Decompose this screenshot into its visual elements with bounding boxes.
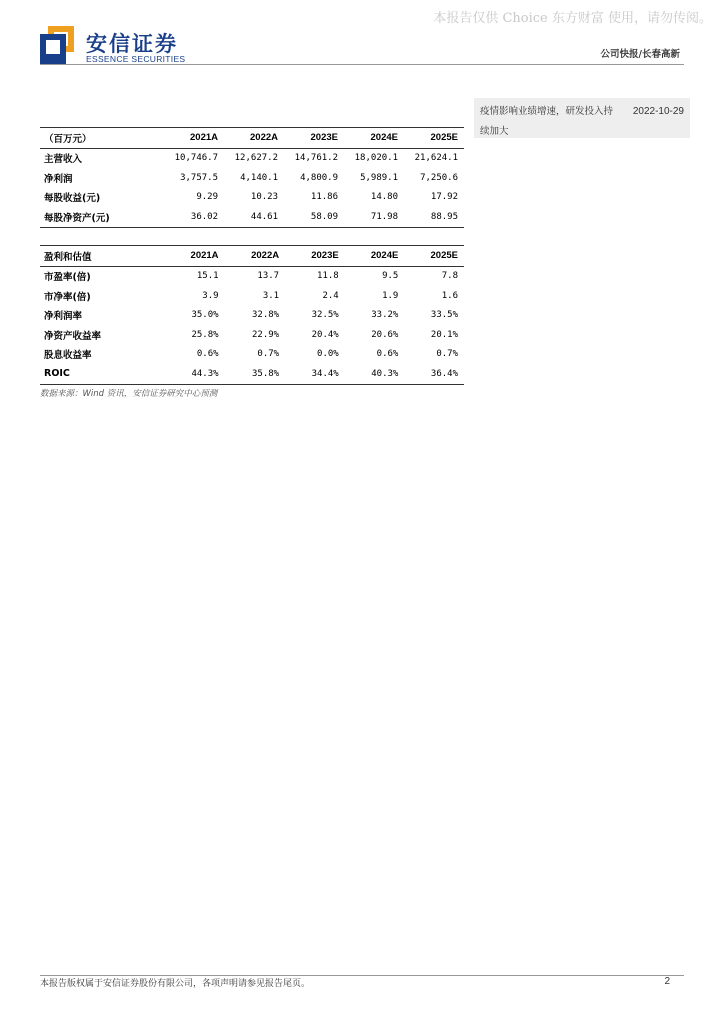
table-cell: 0.0%: [317, 349, 339, 360]
financial-summary-table: [40, 127, 464, 228]
table-cell: 11.8: [317, 271, 339, 282]
table-row: [40, 306, 464, 326]
table-cell: 40.3%: [345, 364, 405, 384]
table-cell: 3,757.5: [180, 172, 218, 183]
table-row: [40, 188, 464, 208]
table-row: [40, 345, 464, 365]
table-cell: 32.8%: [252, 310, 280, 321]
table-cell: 0.7%: [257, 349, 280, 360]
table-cell: 32.5%: [311, 310, 339, 321]
column-header: 盈利和估值: [40, 246, 164, 267]
row-label: 净利润: [44, 173, 73, 185]
table-cell: 0.6%: [196, 349, 219, 360]
column-header: 2024E: [345, 246, 405, 267]
table-cell: 7,250.6: [420, 172, 458, 183]
table-cell: 17.92: [430, 192, 458, 203]
table-cell: 10,746.7: [174, 153, 218, 164]
column-header: 2023E: [284, 128, 344, 149]
table-cell: 36.02: [164, 207, 224, 227]
table-row: [40, 266, 464, 286]
table-cell: 3.9: [202, 290, 219, 301]
report-title: 疫情影响业绩增速，研发投入持续加大: [480, 106, 614, 137]
table-cell: 9.29: [196, 192, 218, 203]
table-cell: 33.5%: [430, 310, 458, 321]
column-header: （百万元）: [40, 128, 164, 149]
row-label: ROIC: [40, 364, 164, 384]
report-date: 2022-10-29: [632, 106, 684, 117]
column-header: 2022A: [224, 128, 284, 149]
company-logo: [40, 26, 200, 66]
table-header-row: [40, 246, 464, 267]
table-cell: 13.7: [257, 271, 280, 282]
column-header: 2023E: [285, 246, 345, 267]
table-row: [40, 168, 464, 188]
table-cell: 1.6: [441, 290, 458, 301]
table-header-row: [40, 128, 464, 149]
table-cell: 35.0%: [191, 310, 219, 321]
table-cell: 33.2%: [371, 310, 399, 321]
table-cell: 0.7%: [436, 349, 458, 360]
column-header: 2024E: [344, 128, 404, 149]
row-label: 净利润率: [44, 311, 83, 323]
header-divider: [40, 64, 684, 65]
table-row: [40, 286, 464, 306]
table-cell: 25.8%: [191, 329, 219, 340]
data-source-note: 数据来源：Wind 资讯，安信证券研究中心预测: [40, 389, 218, 399]
table-cell: 7.8: [441, 271, 458, 282]
table-row: [40, 364, 464, 384]
row-label: 主营收入: [44, 154, 83, 166]
table-row: [40, 148, 464, 168]
column-header: 2021A: [164, 246, 225, 267]
row-label: 市净率(倍): [44, 291, 91, 303]
table-cell: 20.6%: [371, 329, 399, 340]
table-cell: 1.9: [382, 290, 399, 301]
table-cell: 2.4: [322, 290, 339, 301]
logo-chinese-name: 安信证券: [86, 32, 178, 56]
table-cell: 22.9%: [252, 329, 280, 340]
table-cell: 21,624.1: [414, 153, 458, 164]
row-label: 股息收益率: [44, 350, 92, 362]
table-cell: 34.4%: [285, 364, 345, 384]
table-cell: 88.95: [404, 207, 464, 227]
table-cell: 14,761.2: [294, 153, 338, 164]
table-row: [40, 325, 464, 345]
logo-english-name: ESSENCE SECURITIES: [86, 54, 186, 64]
table-cell: 71.98: [344, 207, 404, 227]
table-cell: 9.5: [382, 271, 399, 282]
row-label: 每股收益(元): [44, 193, 101, 205]
report-tag: 公司快报/长春高新: [600, 49, 680, 60]
row-label: 每股净资产(元): [40, 207, 164, 227]
row-label: 净资产收益率: [44, 330, 102, 342]
table-cell: 4,140.1: [240, 172, 278, 183]
table-cell: 44.61: [224, 207, 284, 227]
page-number: 2: [664, 976, 670, 987]
table-cell: 20.4%: [311, 329, 339, 340]
table-cell: 0.6%: [376, 349, 399, 360]
column-header: 2025E: [404, 128, 464, 149]
report-info-box: [474, 98, 690, 138]
table-cell: 12,627.2: [234, 153, 278, 164]
column-header: 2021A: [164, 128, 224, 149]
row-label: 市盈率(倍): [44, 272, 91, 284]
table-cell: 15.1: [196, 271, 219, 282]
column-header: 2025E: [404, 246, 464, 267]
table-cell: 58.09: [284, 207, 344, 227]
table-cell: 36.4%: [404, 364, 464, 384]
logo-mark-icon: [40, 26, 78, 64]
valuation-table: [40, 245, 464, 385]
table-cell: 35.8%: [225, 364, 286, 384]
table-cell: 3.1: [262, 290, 280, 301]
table-cell: 4,800.9: [300, 172, 338, 183]
table-cell: 44.3%: [164, 364, 225, 384]
table-cell: 10.23: [250, 192, 278, 203]
table-row: [40, 207, 464, 227]
watermark-text: 本报告仅供 Choice 东方财富 使用，请勿传阅。: [433, 11, 712, 26]
table-cell: 5,989.1: [360, 172, 398, 183]
table-cell: 11.86: [310, 192, 338, 203]
table-cell: 18,020.1: [354, 153, 398, 164]
table-cell: 20.1%: [430, 329, 458, 340]
table-cell: 14.80: [370, 192, 398, 203]
footer-disclaimer: 本报告版权属于安信证券股份有限公司，各项声明请参见报告尾页。: [40, 979, 311, 989]
column-header: 2022A: [225, 246, 286, 267]
